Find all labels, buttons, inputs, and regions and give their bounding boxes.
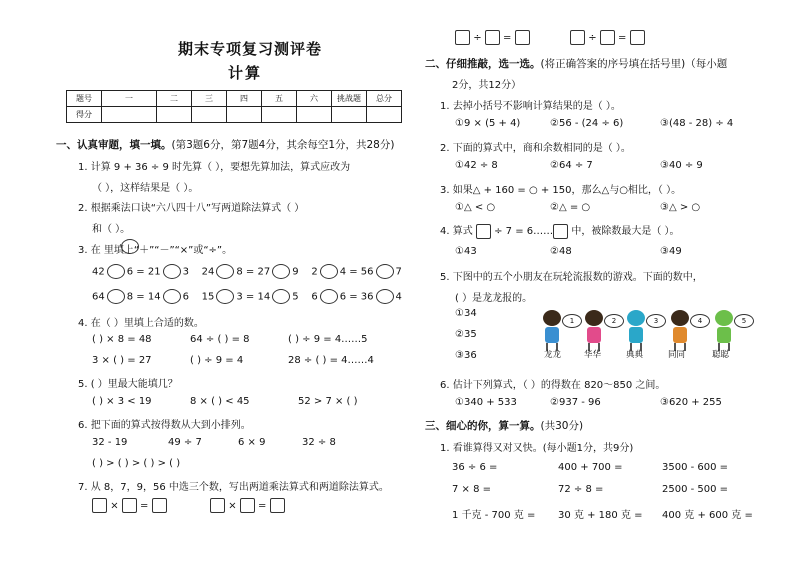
score-row-label: 得分 (67, 107, 102, 123)
s2-q1-option[interactable]: ②56 - (24 ÷ 6) (550, 118, 624, 129)
times-sign: × (110, 500, 119, 512)
q4-item: 28 ÷ ( ) = 4……4 (288, 355, 374, 366)
answer-box[interactable] (92, 498, 107, 513)
score-cell[interactable] (297, 107, 332, 123)
speech-bubble: 3 (646, 314, 666, 328)
q3-expr-part: 6 (311, 291, 318, 303)
operator-circle[interactable] (272, 264, 290, 279)
q7-text: 7. 从 8，7，9，56 中选三个数，写出两道乘法算式和两道除法算式。 (78, 482, 389, 493)
score-header-cell: 挑战题 (332, 91, 367, 107)
speech-bubble: 4 (690, 314, 710, 328)
answer-box[interactable] (570, 30, 585, 45)
score-header-cell: 一 (102, 91, 157, 107)
section-3-title: 三、细心的你，算一算。 (425, 420, 541, 432)
q5-item: 8 × ( ) < 45 (190, 396, 250, 407)
page-title: 期末专项复习测评卷 (178, 40, 323, 58)
q4-text: 4. 在（ ）里填上合适的数。 (78, 318, 204, 329)
calc-item: 7 × 8 = (452, 484, 492, 495)
answer-box[interactable] (485, 30, 500, 45)
q3-expr-part: 3 = 14 (236, 291, 271, 303)
section-1-title: 一、认真审题，填一填。 (56, 139, 172, 151)
operator-circle[interactable] (163, 264, 181, 279)
answer-circle-icon (121, 239, 139, 254)
calc-item: 30 克 + 180 克 = (558, 510, 643, 521)
speech-bubble: 2 (604, 314, 624, 328)
answer-box[interactable] (600, 30, 615, 45)
s2-q2-option[interactable]: ②64 ÷ 7 (550, 160, 593, 171)
calc-item: 2500 - 500 = (662, 484, 729, 495)
kid-name: 聪聪 (712, 350, 730, 360)
s2-q5-option[interactable]: ①34 (455, 308, 477, 319)
calc-item: 1 千克 - 700 克 = (452, 510, 536, 521)
s2-q5-text-2: ( ）是龙龙报的。 (455, 293, 533, 304)
score-cell[interactable] (367, 107, 402, 123)
s2-q4-option[interactable]: ①43 (455, 246, 477, 257)
q1-line2: （ ），这样结果是（ ）。 (92, 183, 199, 194)
q6-text: 6. 把下面的算式按得数从大到小排列。 (78, 420, 251, 431)
s2-q6-option[interactable]: ①340 + 533 (455, 397, 517, 408)
s3-q1-note: (每小题1分，共9分) (542, 443, 634, 454)
s2-q5-option[interactable]: ②35 (455, 329, 477, 340)
q3-text: 3. 在 里填上“＋”“－”“×”或“÷”。 (78, 245, 233, 256)
s2-q3-option[interactable]: ①△ < ○ (455, 202, 496, 213)
q3-expr-part: 42 (92, 266, 105, 278)
q6-item: 32 ÷ 8 (302, 437, 336, 448)
q3-expr-part: 6 = 21 (126, 266, 161, 278)
speech-bubble: 1 (562, 314, 582, 328)
q2-line2: 和（ ）。 (92, 224, 131, 235)
s2-q6-text: 6. 估计下列算式，（ ）的得数在 820～850 之间。 (440, 380, 666, 391)
q6-order-blanks: ( ) > ( ) > ( ) > ( ) (92, 458, 181, 469)
score-header-cell: 三 (192, 91, 227, 107)
q3-expr-part: 6 (182, 291, 189, 303)
s2-q5-text: 5. 下图中的五个小朋友在玩轮流报数的游戏。下面的数中， (440, 272, 703, 283)
score-header-cell: 五 (262, 91, 297, 107)
q2-line1: 2. 根据乘法口诀“六八四十八”写两道除法算式（ ） (78, 203, 305, 214)
s2-q2-option[interactable]: ③40 ÷ 9 (660, 160, 703, 171)
score-header-cell: 题号 (67, 91, 102, 107)
score-cell[interactable] (227, 107, 262, 123)
speech-bubble: 5 (734, 314, 754, 328)
q3-expr-part: 2 (311, 266, 318, 278)
s2-q4-option[interactable]: ②48 (550, 246, 572, 257)
answer-box[interactable] (240, 498, 255, 513)
calc-item: 72 ÷ 8 = (558, 484, 604, 495)
s2-q3-option[interactable]: ③△ > ○ (660, 202, 701, 213)
kid-name: 同同 (668, 350, 686, 360)
kid-name: 华华 (584, 350, 602, 360)
q3-expr-part: 4 (395, 291, 402, 303)
operator-circle[interactable] (216, 264, 234, 279)
q6-item: 49 ÷ 7 (168, 437, 202, 448)
q4-item: ( ) × 8 = 48 (92, 334, 152, 345)
s2-q1-option[interactable]: ③(48 - 28) ÷ 4 (660, 118, 734, 129)
s2-q4-part: ÷ 7 = 6…… (494, 226, 554, 237)
operator-circle[interactable] (272, 289, 290, 304)
q3-expr-part: 7 (395, 266, 402, 278)
answer-box[interactable] (152, 498, 167, 513)
s2-q4-part: 4. 算式 (440, 226, 473, 237)
score-cell[interactable] (102, 107, 157, 123)
remainder-box[interactable] (553, 224, 568, 239)
section-1-heading (56, 137, 394, 152)
operator-circle[interactable] (216, 289, 234, 304)
calc-item: 400 + 700 = (558, 462, 623, 473)
q5-item: ( ) × 3 < 19 (92, 396, 152, 407)
operator-circle[interactable] (107, 289, 125, 304)
s2-q4-option[interactable]: ③49 (660, 246, 682, 257)
q5-item: 52 > 7 × ( ) (298, 396, 358, 407)
answer-box[interactable] (515, 30, 530, 45)
kid-name: 典典 (626, 350, 644, 360)
s2-q6-option[interactable]: ③620 + 255 (660, 397, 722, 408)
s2-q4-text (440, 222, 680, 239)
answer-box[interactable] (122, 498, 137, 513)
times-sign: × (228, 500, 237, 512)
kid-figure-icon (582, 310, 606, 351)
q3-row-1 (92, 264, 402, 279)
top-division-1: ÷ = (455, 30, 530, 45)
kid-figure-icon (712, 310, 736, 351)
top-division-2: ÷ = (570, 30, 645, 45)
operator-circle[interactable] (320, 289, 338, 304)
kid-figure-icon (540, 310, 564, 351)
dividend-box[interactable] (476, 224, 491, 239)
q6-item: 32 - 19 (92, 437, 128, 448)
answer-box[interactable] (210, 498, 225, 513)
score-header-cell: 六 (297, 91, 332, 107)
divide-sign: ÷ (588, 32, 597, 44)
s2-q5-option[interactable]: ③36 (455, 350, 477, 361)
q7-equation-1: × = (92, 498, 167, 513)
q4-item: ( ) ÷ 9 = 4……5 (288, 334, 368, 345)
section-2-note-line2: 2分，共12分） (452, 80, 522, 91)
q3-expr-part: 8 = 27 (236, 266, 271, 278)
score-table (66, 90, 402, 123)
operator-circle[interactable] (320, 264, 338, 279)
calc-item: 400 克 + 600 克 = (662, 510, 753, 521)
answer-box[interactable] (270, 498, 285, 513)
s2-q3-option[interactable]: ②△ = ○ (550, 202, 591, 213)
section-2-note: (将正确答案的序号填在括号里)（每小题 (540, 58, 728, 70)
q3-expr-part: 8 = 14 (126, 291, 161, 303)
q3-expr-part: 9 (292, 266, 299, 278)
calc-item: 36 ÷ 6 = (452, 462, 498, 473)
score-cell[interactable] (262, 107, 297, 123)
s3-q1-text (440, 439, 633, 454)
q7-equation-2: × = (210, 498, 285, 513)
section-2-heading (425, 56, 727, 71)
s2-q2-option[interactable]: ①42 ÷ 8 (455, 160, 498, 171)
s2-q6-option[interactable]: ②937 - 96 (550, 397, 601, 408)
s2-q2-text: 2. 下面的算式中，商和余数相同的是（ ）。 (440, 143, 631, 154)
score-cell[interactable] (332, 107, 367, 123)
q3-expr-part: 64 (92, 291, 105, 303)
s2-q1-text: 1. 去掉小括号不影响计算结果的是（ ）。 (440, 101, 621, 112)
operator-circle[interactable] (376, 289, 394, 304)
score-header-cell: 四 (227, 91, 262, 107)
section-1-note: (第3题6分，第7题4分，其余每空1分，共28分) (171, 139, 395, 151)
q3-expr-part: 6 = 36 (339, 291, 374, 303)
s2-q3-text: 3. 如果△ + 160 = ○ + 150，那么△与○相比，（ ）。 (440, 185, 682, 196)
q3-expr-part: 15 (201, 291, 215, 303)
operator-circle[interactable] (107, 264, 125, 279)
q6-item: 6 × 9 (238, 437, 266, 448)
q5-text: 5. ( ）里最大能填几？ (78, 379, 178, 390)
kid-name: 龙龙 (544, 350, 562, 360)
score-cell[interactable] (192, 107, 227, 123)
calc-item: 3500 - 600 = (662, 462, 729, 473)
kid-figure-icon (624, 310, 648, 351)
page-subtitle: 计算 (228, 64, 263, 82)
q1-line1: 1. 计算 9 + 36 ÷ 9 时先算（ ），要想先算加法，算式应改为 (78, 162, 351, 173)
section-3-note: (共30分) (540, 420, 584, 432)
score-header-cell: 总分 (367, 91, 402, 107)
operator-circle[interactable] (376, 264, 394, 279)
answer-box[interactable] (630, 30, 645, 45)
kid-figure-icon (668, 310, 692, 351)
q4-item: 3 × ( ) = 27 (92, 355, 152, 366)
score-header-cell: 二 (157, 91, 192, 107)
operator-circle[interactable] (163, 289, 181, 304)
s3-q1-title: 1. 看谁算得又对又快。 (440, 443, 543, 454)
section-2-title: 二、仔细推敲，选一选。 (425, 58, 541, 70)
q3-expr-part: 24 (201, 266, 215, 278)
q4-item: ( ) ÷ 9 = 4 (190, 355, 244, 366)
q4-item: 64 ÷ ( ) = 8 (190, 334, 250, 345)
q3-expr-part: 4 = 56 (339, 266, 374, 278)
q3-expr-part: 3 (182, 266, 189, 278)
s2-q4-part: 中，被除数最大是（ ）。 (571, 226, 680, 237)
section-3-heading (425, 418, 583, 433)
s2-q1-option[interactable]: ①9 × (5 + 4) (455, 118, 521, 129)
score-cell[interactable] (157, 107, 192, 123)
q3-expr-part: 5 (292, 291, 299, 303)
answer-box[interactable] (455, 30, 470, 45)
divide-sign: ÷ (473, 32, 482, 44)
q3-row-2 (92, 289, 402, 304)
